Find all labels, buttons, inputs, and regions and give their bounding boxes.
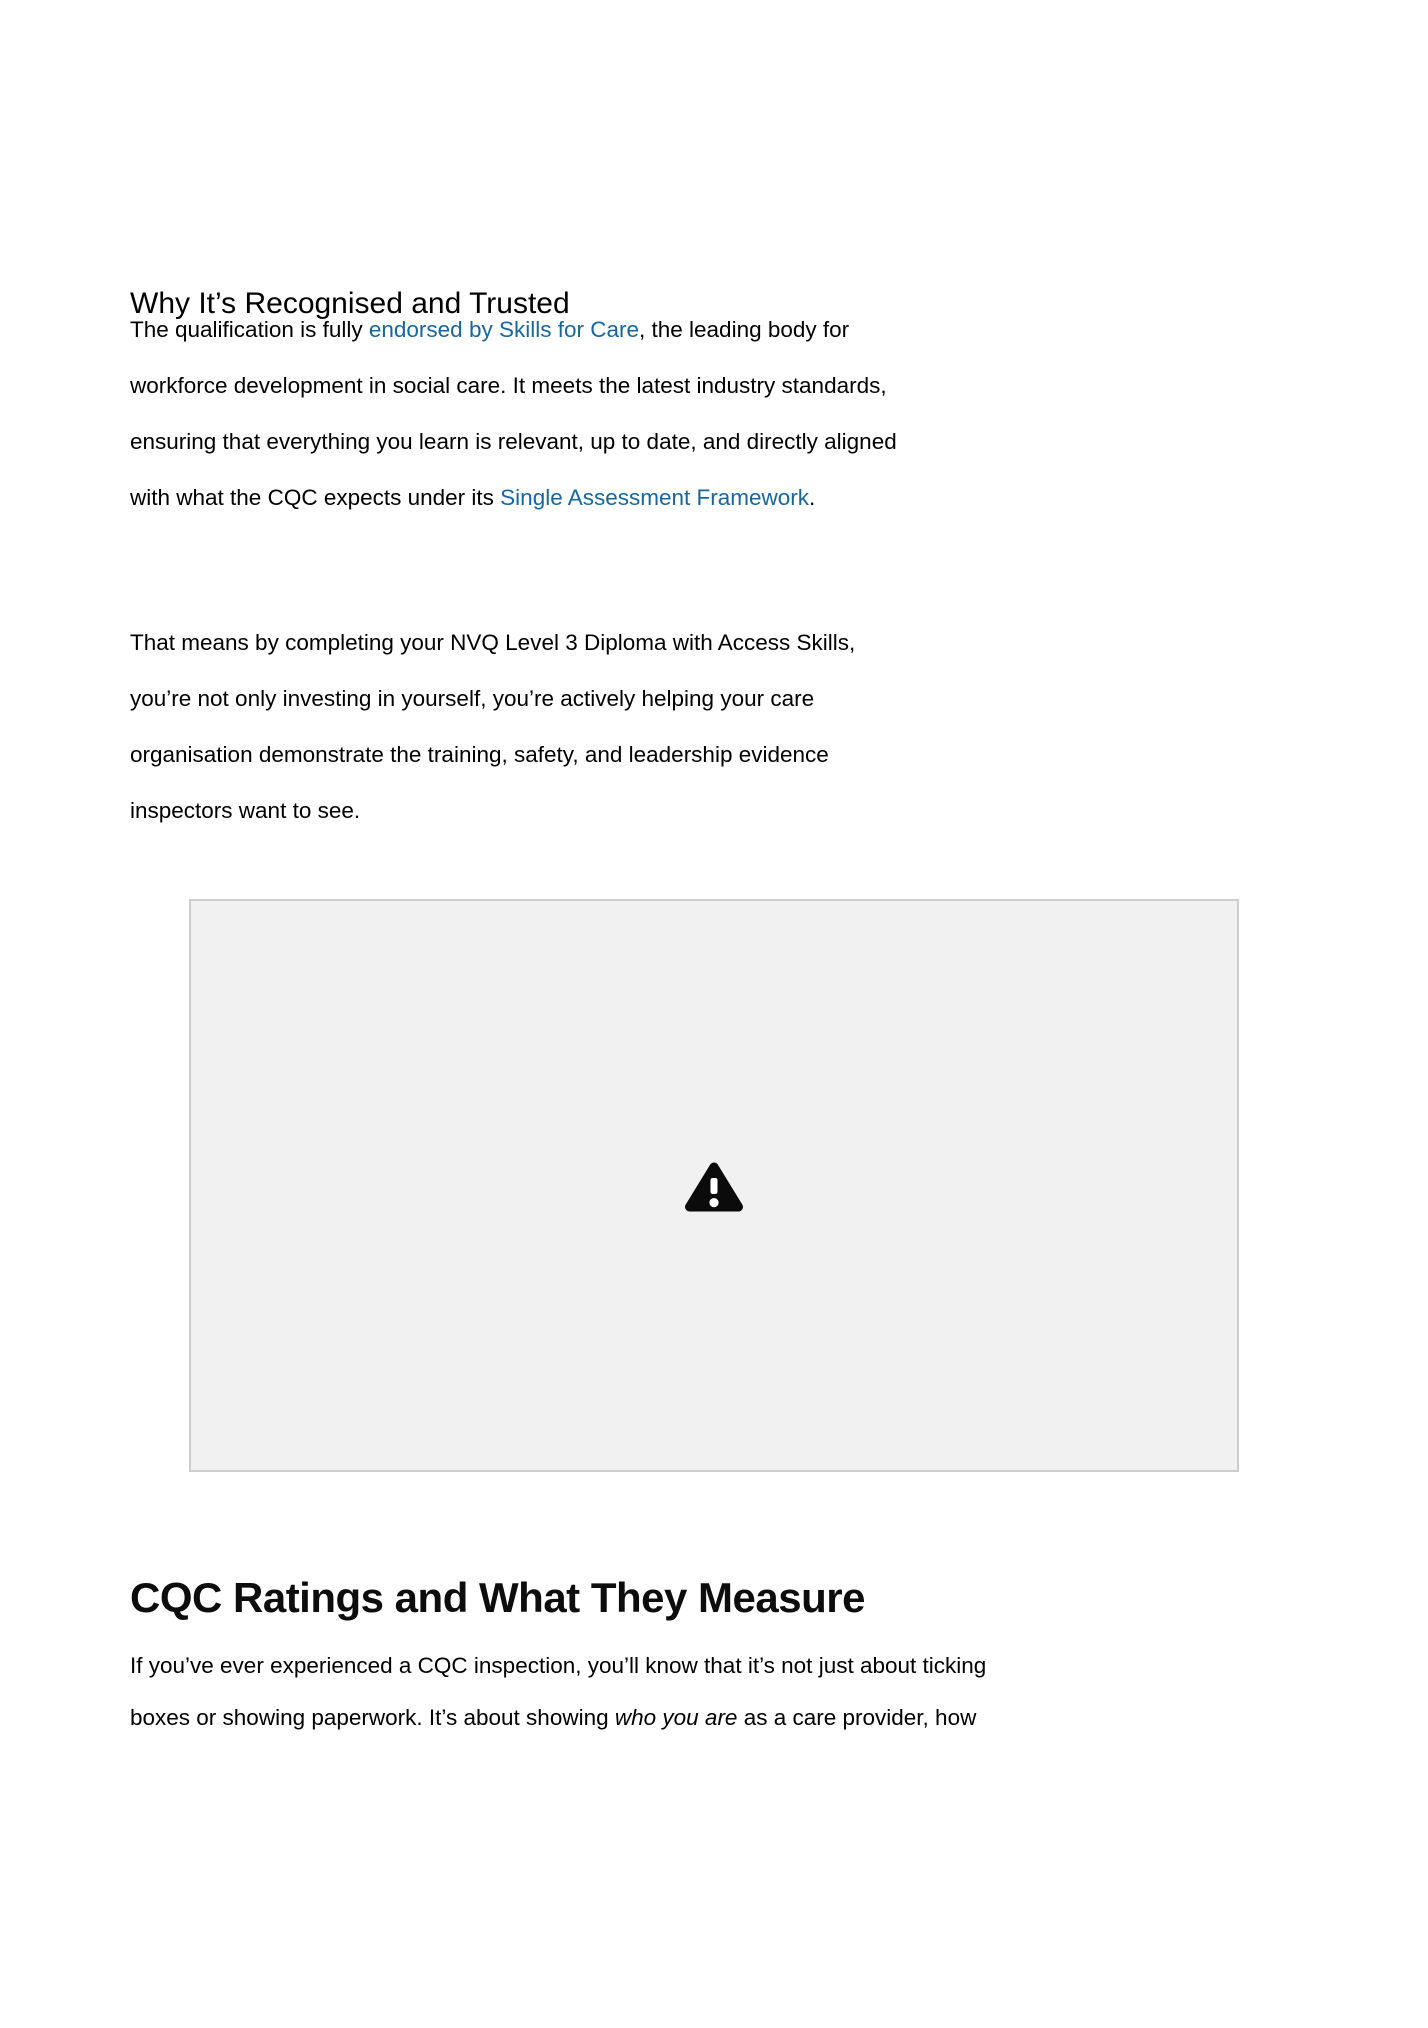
single-assessment-framework-link[interactable]: Single Assessment Framework [500, 485, 810, 510]
body-text: workforce development in social care. It meets the latest industry standards, [130, 373, 887, 398]
body-text: The qualification is fully [130, 317, 369, 342]
text-line [130, 414, 1298, 470]
body-text: That means by completing your NVQ Level 3 Diploma with Access Skills, [130, 630, 856, 655]
text-line [130, 1640, 1298, 1692]
body-text: organisation demonstrate the training, safety, and leadership evidence [130, 742, 829, 767]
paragraph-cqc-inspection [130, 1640, 1298, 1744]
text-line [130, 783, 1298, 839]
text-line [130, 727, 1298, 783]
text-line [130, 470, 1298, 526]
body-text: boxes or showing paperwork. It’s about showing [130, 1705, 615, 1730]
paragraph-completing-diploma [130, 615, 1298, 839]
skills-for-care-link[interactable]: endorsed by Skills for Care [368, 317, 639, 342]
emphasis-text: who you are [614, 1705, 738, 1730]
body-text: . [809, 485, 816, 510]
body-text: with what the CQC expects under its [130, 485, 501, 510]
body-text: If you’ve ever experienced a CQC inspection, you’ll know that it’s not just about ticking [130, 1653, 987, 1678]
broken-image-placeholder [189, 899, 1239, 1472]
body-text: you’re not only investing in yourself, you’re actively helping your care [130, 686, 815, 711]
text-line [130, 1692, 1298, 1744]
warning-triangle-icon [682, 1157, 746, 1215]
body-text: as a care provider, how [737, 1705, 977, 1730]
body-text: ensuring that everything you learn is relevant, up to date, and directly aligned [130, 429, 897, 454]
text-line [130, 671, 1298, 727]
text-line [130, 615, 1298, 671]
section-heading-cqc-ratings: CQC Ratings and What They Measure [130, 1573, 865, 1621]
paragraph-qualification-endorsed [130, 302, 1298, 526]
body-text: inspectors want to see. [130, 798, 361, 823]
body-text: , the leading body for [639, 317, 850, 342]
section-heading-why-recognised: Why It’s Recognised and Trusted [130, 287, 570, 320]
text-line [130, 302, 1298, 358]
document-page [130, 0, 1298, 2028]
text-line [130, 358, 1298, 414]
